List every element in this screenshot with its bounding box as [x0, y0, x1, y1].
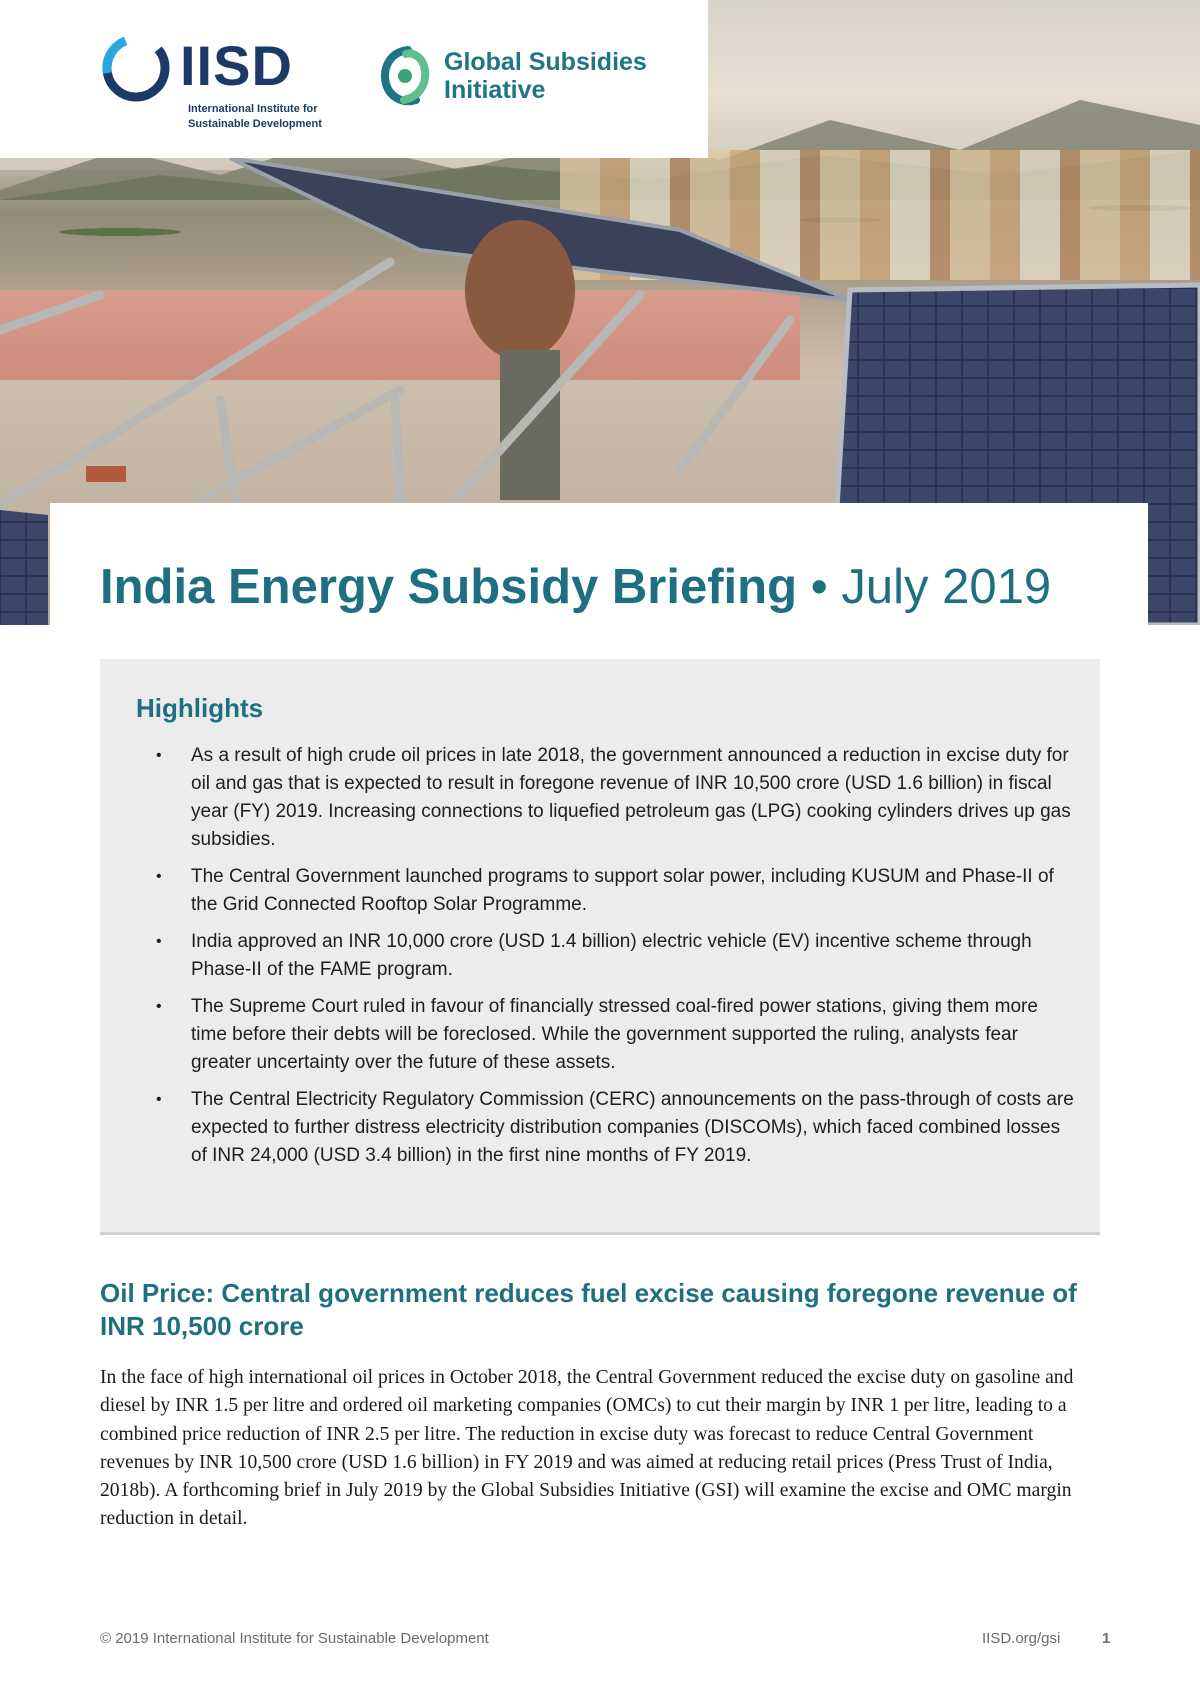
gsi-logo: [378, 44, 698, 114]
highlight-item: [156, 928, 1076, 984]
iisd-subtitle-line1: International Institute for: [188, 103, 318, 115]
footer-url-link[interactable]: IISD.org/gsi: [982, 1630, 1061, 1647]
iisd-subtitle: [188, 102, 388, 132]
gsi-name-line2: Initiative: [444, 76, 546, 104]
highlights-list: [156, 742, 1076, 1179]
highlight-text: As a result of high crude oil prices in late 2018, the government announced a reduction in excise duty for oil and gas that is expected to result in foregone revenue of INR 10,500 crore (USD 1.6 billion) in fiscal year (FY) 2019. Increasing connections to liquefied petroleum gas (LPG) cooking cylinders drives up gas subsidies.: [191, 745, 1071, 850]
bullet-icon: •: [156, 1091, 162, 1108]
iisd-logo: [100, 32, 350, 132]
gsi-name-line1: Global Subsidies: [444, 48, 647, 76]
section-body: In the face of high international oil prices in October 2018, the Central Government reduced the excise duty on gasoline and diesel by INR 1.5 per litre and ordered oil marketing companies (OMCs) to cut their margin by INR 1 per litre, leading to a combined price reduction of INR 2.5 per litre. The reduction in excise duty was forecast to reduce Central Government revenues by INR 10,500 crore (USD 1.6 billion) in FY 2019 and was aimed at reducing retail prices (Press Trust of India, 2018b). A forthcoming brief in July 2019 by the Global Subsidies Initiative (GSI) will examine the excise and OMC margin reduction in detail.: [100, 1367, 1074, 1530]
page-title-main: India Energy Subsidy Briefing: [100, 560, 798, 614]
page-title-date: July 2019: [841, 560, 1052, 614]
iisd-wordmark: IISD: [180, 34, 293, 97]
gsi-swirl-icon: [378, 44, 434, 108]
bullet-icon: •: [156, 868, 162, 885]
title-separator: •: [810, 560, 828, 614]
section-heading: Oil Price: Central government reduces fuel excise causing foregone revenue of INR 10,500 crore: [100, 1278, 1077, 1341]
iisd-subtitle-line2: Sustainable Development: [188, 118, 322, 130]
highlight-item: [156, 742, 1076, 854]
bullet-icon: •: [156, 933, 162, 950]
highlight-text: The Central Electricity Regulatory Commission (CERC) announcements on the pass-through of costs are expected to further distress electricity distribution companies (DISCOMs), which faced combined losses of INR 24,000 (USD 3.4 billion) in the first nine months of FY 2019.: [191, 1089, 1074, 1166]
highlight-text: The Supreme Court ruled in favour of financially stressed coal-fired power stations, giving them more time before their debts will be foreclosed. While the government supported the ruling, analysts fear greater uncertainty over the future of these assets.: [191, 996, 1038, 1073]
bullet-icon: •: [156, 747, 162, 764]
footer-copyright: © 2019 International Institute for Sustainable Development: [100, 1630, 489, 1647]
highlight-item: [156, 1086, 1076, 1170]
highlights-heading: Highlights: [136, 693, 264, 723]
iisd-ring-icon: [100, 32, 172, 104]
title-box: [50, 503, 1148, 625]
page-title: [100, 555, 1051, 619]
gsi-name: [444, 48, 647, 104]
logo-bar: [0, 0, 708, 158]
highlight-item: [156, 863, 1076, 919]
highlights-box: [100, 659, 1100, 1235]
highlight-text: India approved an INR 10,000 crore (USD 1.4 billion) electric vehicle (EV) incentive scheme through Phase-II of the FAME program.: [191, 931, 1032, 980]
highlight-text: The Central Government launched programs to support solar power, including KUSUM and Phase-II of the Grid Connected Rooftop Solar Programme.: [191, 866, 1054, 915]
highlight-item: [156, 993, 1076, 1077]
bullet-icon: •: [156, 998, 162, 1015]
page-number: 1: [1102, 1630, 1111, 1647]
